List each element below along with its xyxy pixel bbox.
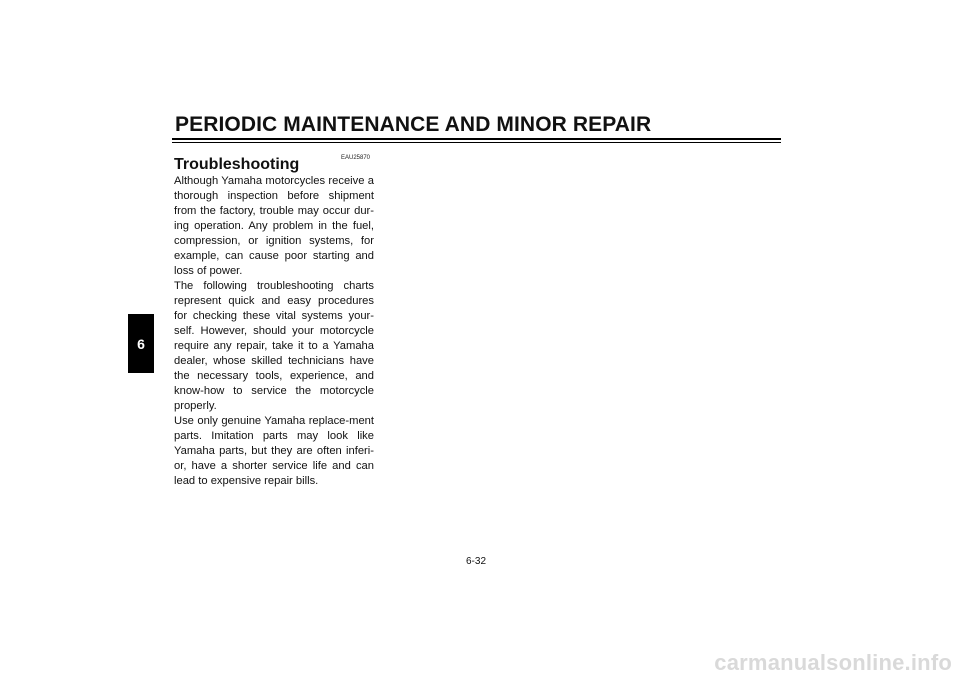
body-paragraph: The following troubleshooting charts represent quick and easy procedures for checking these vital systems your-self. However, should your motorcycle require any repair, take it to a Yamaha dealer, whose skilled technicians have the necessary tools, experience, and know-how to service the motorcycle properly. bbox=[174, 280, 374, 412]
header-rule-thin bbox=[172, 142, 781, 143]
section-title: Troubleshooting bbox=[174, 156, 300, 173]
header-rule-thick bbox=[172, 138, 781, 140]
watermark: carmanualsonline.info bbox=[714, 650, 952, 675]
body-paragraph: Use only genuine Yamaha replace-ment parts. Imitation parts may look like Yamaha parts, but they are often inferi-or, have a shorter service life and can lead to expensive repair bills. bbox=[174, 415, 374, 487]
section-body bbox=[174, 174, 374, 489]
reference-code: EAU25870 bbox=[341, 155, 371, 161]
page-header-title: PERIODIC MAINTENANCE AND MINOR REPAIR bbox=[175, 113, 652, 136]
body-paragraph: Although Yamaha motorcycles receive a thorough inspection before shipment from the factory, trouble may occur dur-ing operation. Any problem in the fuel, compression, or ignition systems, for example, can cause poor starting and loss of power. bbox=[174, 175, 374, 277]
page-number: 6-32 bbox=[466, 556, 487, 567]
chapter-tab: 6 bbox=[128, 314, 154, 373]
